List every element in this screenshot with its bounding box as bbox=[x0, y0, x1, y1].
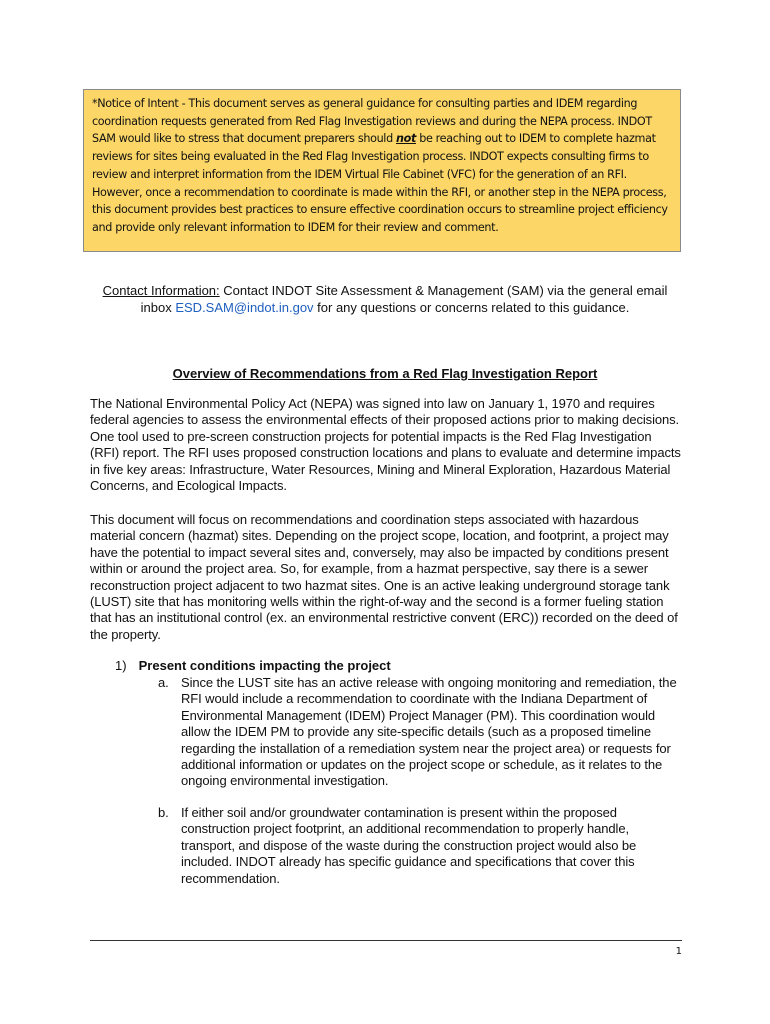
list-item-heading bbox=[115, 658, 675, 674]
footer-divider bbox=[90, 940, 682, 941]
contact-text-2: for any questions or concerns related to this guidance. bbox=[313, 300, 630, 315]
paragraph-nepa: The National Environmental Policy Act (NEPA) was signed into law on January 1, 1970 and requires federal agencies to assess the environmental effects of their proposed actions prior to making decisions. One tool used to pre-screen construction projects for potential impacts is the Red Flag Investigation (RFI) report. The RFI uses proposed construction locations and plans to evaluate and determine impacts in five key areas: Infrastructure, Water Resources, Mining and Mineral Exploration, Hazardous Material Concerns, and Ecological Impacts. bbox=[90, 396, 681, 494]
contact-email-link[interactable]: ESD.SAM@indot.in.gov bbox=[175, 300, 314, 315]
notice-text-part2: be reaching out to IDEM to complete hazmat reviews for sites being evaluated in the Red Flag Investigation process. INDOT expects consulting firms to review and interpret information from the IDEM Virtual File Cabinet (VFC) for the generation of an RFI. However, once a recommendation to coordinate is made within the RFI, or another step in the NEPA process, this document provides best practices to ensure effective coordination occurs to streamline project efficiency and provide only relevant information to IDEM for their review and comment. bbox=[92, 132, 668, 234]
page-number: 1 bbox=[675, 946, 682, 957]
contact-text-1: Contact INDOT Site Assessment & Management (SAM) via the general email inbox bbox=[140, 283, 668, 315]
sub-item-letter: b. bbox=[158, 805, 169, 820]
contact-information bbox=[100, 282, 670, 316]
list-title: Present conditions impacting the project bbox=[138, 658, 391, 673]
notice-emphasis: not bbox=[396, 132, 416, 146]
list-number: 1) bbox=[115, 658, 127, 673]
paragraph-hazmat: This document will focus on recommendations and coordination steps associated with hazardous material concern (hazmat) sites. Depending on the project scope, location, and footprint, a project may have the potential to impact several sites and, conversely, may also be impacted by conditions present within or around the project area. So, for example, from a hazmat perspective, say there is a sewer reconstruction project adjacent to two hazmat sites. One is an active leaking underground storage tank (LUST) site that has monitoring wells within the right-of-way and the second is a former fueling station that has an institutional control (ex. an environmental restrictive convent (ERC)) recorded on the deed of the property. bbox=[90, 512, 678, 642]
contact-label: Contact Information: bbox=[102, 283, 220, 298]
sub-item-b bbox=[158, 805, 683, 887]
notice-of-intent-box bbox=[83, 89, 681, 252]
section-heading: Overview of Recommendations from a Red Flag Investigation Report bbox=[172, 366, 598, 381]
sub-item-letter: a. bbox=[158, 675, 169, 690]
sub-item-text: Since the LUST site has an active release with ongoing monitoring and remediation, the RFI would include a recommendation to coordinate with the Indiana Department of Environmental Management (IDEM) Project Manager (PM). This coordination would allow the IDEM PM to provide any site-specific details (such as a proposed timeline regarding the installation of a remediation system near the project area) or requests for additional information or updates on the project scope or schedule, as it relates to the ongoing environmental investigation. bbox=[181, 675, 677, 789]
sub-item-a bbox=[158, 675, 683, 790]
sub-item-text: If either soil and/or groundwater contamination is present within the proposed construction project footprint, an additional recommendation to properly handle, transport, and dispose of the waste during the construction project would also be included. INDOT already has specific guidance and specifications that cover this recommendation. bbox=[181, 805, 637, 886]
notice-text-part1: *Notice of Intent - This document serves as general guidance for consulting parties and IDEM regarding coordination requests generated from Red Flag Investigation reviews and during the NEPA process. INDOT SAM would like to stress that document preparers should bbox=[92, 97, 652, 146]
